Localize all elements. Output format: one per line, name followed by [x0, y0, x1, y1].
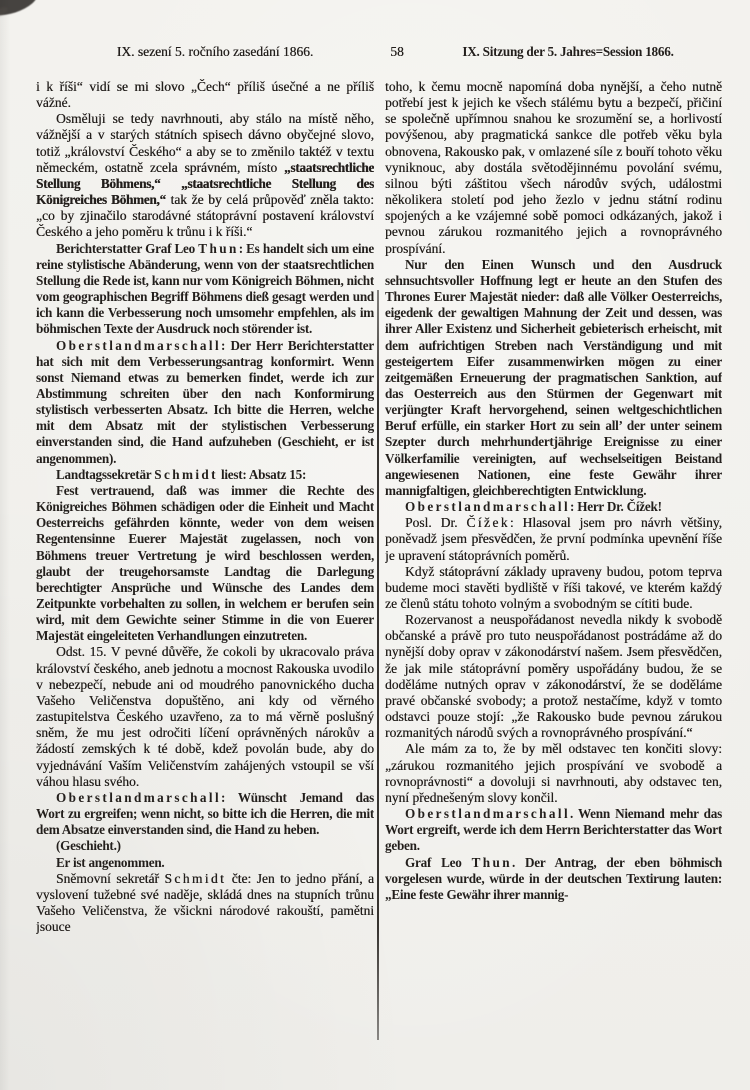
speaker-name: Oberstlandmarschall — [56, 789, 222, 805]
page-number: 58 — [390, 44, 404, 59]
paragraph — [385, 257, 722, 499]
speaker-name: Oberstlandmarschall — [405, 806, 571, 822]
text-segment: Sněmovní sekretář — [56, 870, 165, 886]
header-right-title: IX. Sitzung der 5. Jahres=Session 1866. — [462, 44, 674, 59]
text-segment: . Der Antrag, der eben böhmisch vorgelesen wurde, würde in der deutschen Textirung lauten: „Eine feste Gewähr ihrer mannig- — [385, 854, 722, 902]
text-segment: toho, k čemu mocně napomíná doba nynější, a čeho nutně potřebí jest k jejich ke všech stálému bytu a bezpečí, přičiní se společně upřímnou snahou ke srozumění se, a horlivostí povýšenou, aby pragmatická sankce dle potřeb věku byla obnovena, Rakousko pak, v omlazené síle z bouří tohoto věku vyniknouc, aby dostála světodějinnému povolání svému, silnou býti záštitou všech národův svých, událostmi několikera století pod jeho žezlo v jednu státní rodinu spojených a ke vzájemné sobě pomoci odkázaných, jakož i pevnou zárukou rozmanitého jejich a rovnoprávného prospívání. — [385, 79, 722, 256]
paragraph — [36, 338, 374, 467]
text-segment: tak že by celá průpověď zněla takto: „co by zjinačilo starodávné státoprávní postavení království Českého a jeho poměru k trůnu i k říši.“ — [36, 192, 374, 240]
text-segment: : Hlasoval jsem pro návrh většiny, poněvadž jsem přesvědčen, že první podmínka upevnění říše je upravení státoprávních poměrů. — [385, 515, 722, 563]
paragraph — [385, 855, 722, 903]
speaker-name: Schmidt — [154, 466, 218, 482]
paragraph — [385, 79, 722, 257]
text-segment: Er ist angenommen. — [56, 854, 165, 870]
paragraph — [36, 644, 374, 789]
speaker-name: Schmidt — [164, 870, 227, 886]
text-segment: „staatsrechtliche Stellung Böhmens,“ „staatsrechtliche Stellung des Königreiches Böhmen,“ — [36, 159, 374, 208]
speaker-name: Oberstlandmarschall — [56, 337, 222, 353]
paragraph — [385, 612, 722, 741]
paragraph — [36, 790, 374, 838]
left-column — [36, 79, 374, 1055]
paragraph — [36, 467, 374, 483]
text-segment: : Der Herr Berichterstatter hat sich mit dem Verbesserungsantrag konformirt. Wenn sonst Niemand etwas zu bemerken findet, werde ich zur Abstimmung schreiten über den nach Konformirung stylistisch verbesserten Absatz. Ich bitte die Herren, welche mit dem Absatz mit der stylistischen Verbesserung einverstanden sind, die Hand aufzuheben (Geschieht, er ist angenommen). — [36, 337, 374, 466]
paragraph — [385, 806, 722, 854]
text-segment: Posl. Dr. — [405, 515, 467, 531]
text-segment: liest: Absatz 15: — [217, 466, 307, 482]
text-segment: : Wünscht Jemand das Wort zu ergreifen; wenn nicht, so bitte ich die Herren, die mit dem Absatze einverstanden sind, die Hand zu heben. — [36, 789, 374, 838]
text-segment: čte: Jen to jedno přání, a vyslovení tužebné své naděje, skládá dnes na stupních trůnu Vašeho Veličenstva, že všickni národové rakouští, pamětni jsouce — [36, 870, 374, 935]
paragraph — [36, 855, 374, 871]
text-segment: Osměluji se tedy navrhnouti, aby stálo na místě něho, vážnější a v starých státních spisech dávno obyčejné slovo, totiž „království Českého“ a aby se to změnilo taktéž v textu německém, ostatně zcela správném, místo — [36, 111, 374, 175]
speaker-name: Oberstlandmarschall — [405, 499, 571, 515]
text-segment: Berichterstatter Graf Leo — [56, 240, 199, 256]
paragraph — [36, 241, 374, 338]
text-segment: Nur den Einen Wunsch und den Ausdruck sehnsuchtsvoller Hoffnung legt er heute an den Stufen des Thrones Eurer Majestät nieder: daß alle Völker Oesterreichs, eigedenk der gewaltigen Mahnung der Zeit und dessen, was ihrer Aller Existenz und Sicherheit gebieterisch erheischt, mit dem aufrichtigen Streben nach Verständigung und mit gesteigertem Eifer zusammenwirken mögen zu einer zeitgemäßen Erneuerung der pragmatischen Sanktion, auf das Oesterreich aus den Stürmen der Gegenwart mit verjüngter Kraft hervorgehend, seinen weltgeschichtlichen Beruf erfülle, ein starker Hort zu sein all’ der unter seinem Szepter durch mehrhundertjährige Ereignisse zu einer Völkerfamilie vereinigten, auf wechselseitigen Beistand angewiesenen Nationen, eine feste Gewähr ihrer mannigfaltigen, gleichberechtigten Entwicklung. — [385, 256, 722, 498]
speaker-name: Čížek — [466, 515, 510, 531]
paragraph — [36, 111, 374, 240]
text-segment: Rozervanost a neuspořádanost nevedla nikdy k svobodě občanské a právě pro tuto neuspořádanost postrádáme až do nynější doby oprav v zákonodárství našem. Jsem přesvědčen, že jak mile státoprávní poměry uspořádány budou, že se doděláme nutných oprav v zákonodárství, že se doděláme pravé občanské svobody; a protož nestačíme, když v tomto odstavci pouze stojí: „že Rakousko bude pevnou zárukou rozmanitých národů svých a rovnoprávného prospívání.“ — [385, 612, 722, 741]
text-segment: Když státoprávní základy upraveny budou, potom teprva budeme moci stavěti bydliště v říši takové, ve kterém každý ze členů státu tohoto volným a svobodným se cítiti bude. — [385, 563, 722, 611]
text-segment: Fest vertrauend, daß was immer die Rechte des Königreiches Böhmen schädigen oder die Einheit und Macht Oesterreichs gefährden könnte, weder von dem weisen Regentensinne Euerer Majestät zugelassen, noch von Böhmens treuer Vertretung je wird beschlossen werden, glaubt der treugehorsamste Landtag die Darlegung berechtigter Ansprüche und Wünsche des Landes dem Zeitpunkte vorbehalten zu sollen, in welchem er berufen sein wird, mit dem Gewichte seiner Stimme in die von Euerer Majestät eingeleiteten Verhandlungen einzutreten. — [36, 482, 374, 644]
text-segment: Ale mám za to, že by měl odstavec ten končiti slovy: „zárukou rozmanitého jejich prospívání ve svobodě a rovnoprávnosti“ a dovoluji si navrhnouti, aby odstavec ten, nyní přednešeným slovy končil. — [385, 741, 722, 805]
text-segment: . Wenn Niemand mehr das Wort ergreift, werde ich dem Herrn Berichterstatter das Wort geben. — [385, 806, 722, 854]
paragraph — [385, 564, 722, 612]
paragraph — [36, 79, 374, 111]
paragraph — [36, 871, 374, 936]
text-segment: : Es handelt sich um eine reine stylistische Abänderung, wenn von der staatsrechtlichen Stellung die Rede ist, kann nur vom Königreich Böhmen, nicht vom geographischen Begriff Böhmens dieß gesagt werden und ich kann die Verbesserung noch umsomehr empfehlen, als im böhmischen Texte der Ausdruck noch störender ist. — [36, 240, 374, 337]
paragraph — [36, 483, 374, 645]
text-segment: i k říši“ vidí se mi slovo „Čech“ příliš úsečné a ne příliš vážné. — [36, 79, 374, 111]
speaker-name: Thun — [471, 854, 512, 870]
speaker-name: Thun — [198, 240, 239, 256]
text-segment: Odst. 15. V pevné důvěře, že cokoli by ukracovalo práva království českého, aneb jednotu a mocnost Rakouska uvodilo v nebezpečí, nebude ani od moudrého panovnického ducha Vašeho Veličenstva dopuštěno, ani kdy od věrného zastupitelstva Českého uzavřeno, za to má věrně poslušný sněm, že mu jest odročiti líčení oprávněných nárokův a žádostí zemských k té době, kdež povolán bude, aby do vyjednávání Vaším Veličenstvím zahájených vstoupil se vší váhou hlasu svého. — [36, 644, 374, 789]
text-segment: (Geschieht.) — [56, 838, 121, 854]
text-segment: Landtagssekretär — [56, 466, 155, 482]
paragraph — [385, 741, 722, 806]
paragraph — [36, 838, 374, 854]
paragraph — [385, 515, 722, 563]
text-segment: : Herr Dr. Čížek! — [570, 499, 662, 515]
text-segment: Graf Leo — [405, 854, 472, 870]
right-column — [385, 79, 722, 1055]
header-left-title: IX. sezení 5. ročního zasedání 1866. — [116, 44, 314, 59]
scan-edge-shade — [0, 0, 10, 1090]
column-divider-rule — [377, 290, 379, 1040]
paragraph — [385, 499, 722, 515]
